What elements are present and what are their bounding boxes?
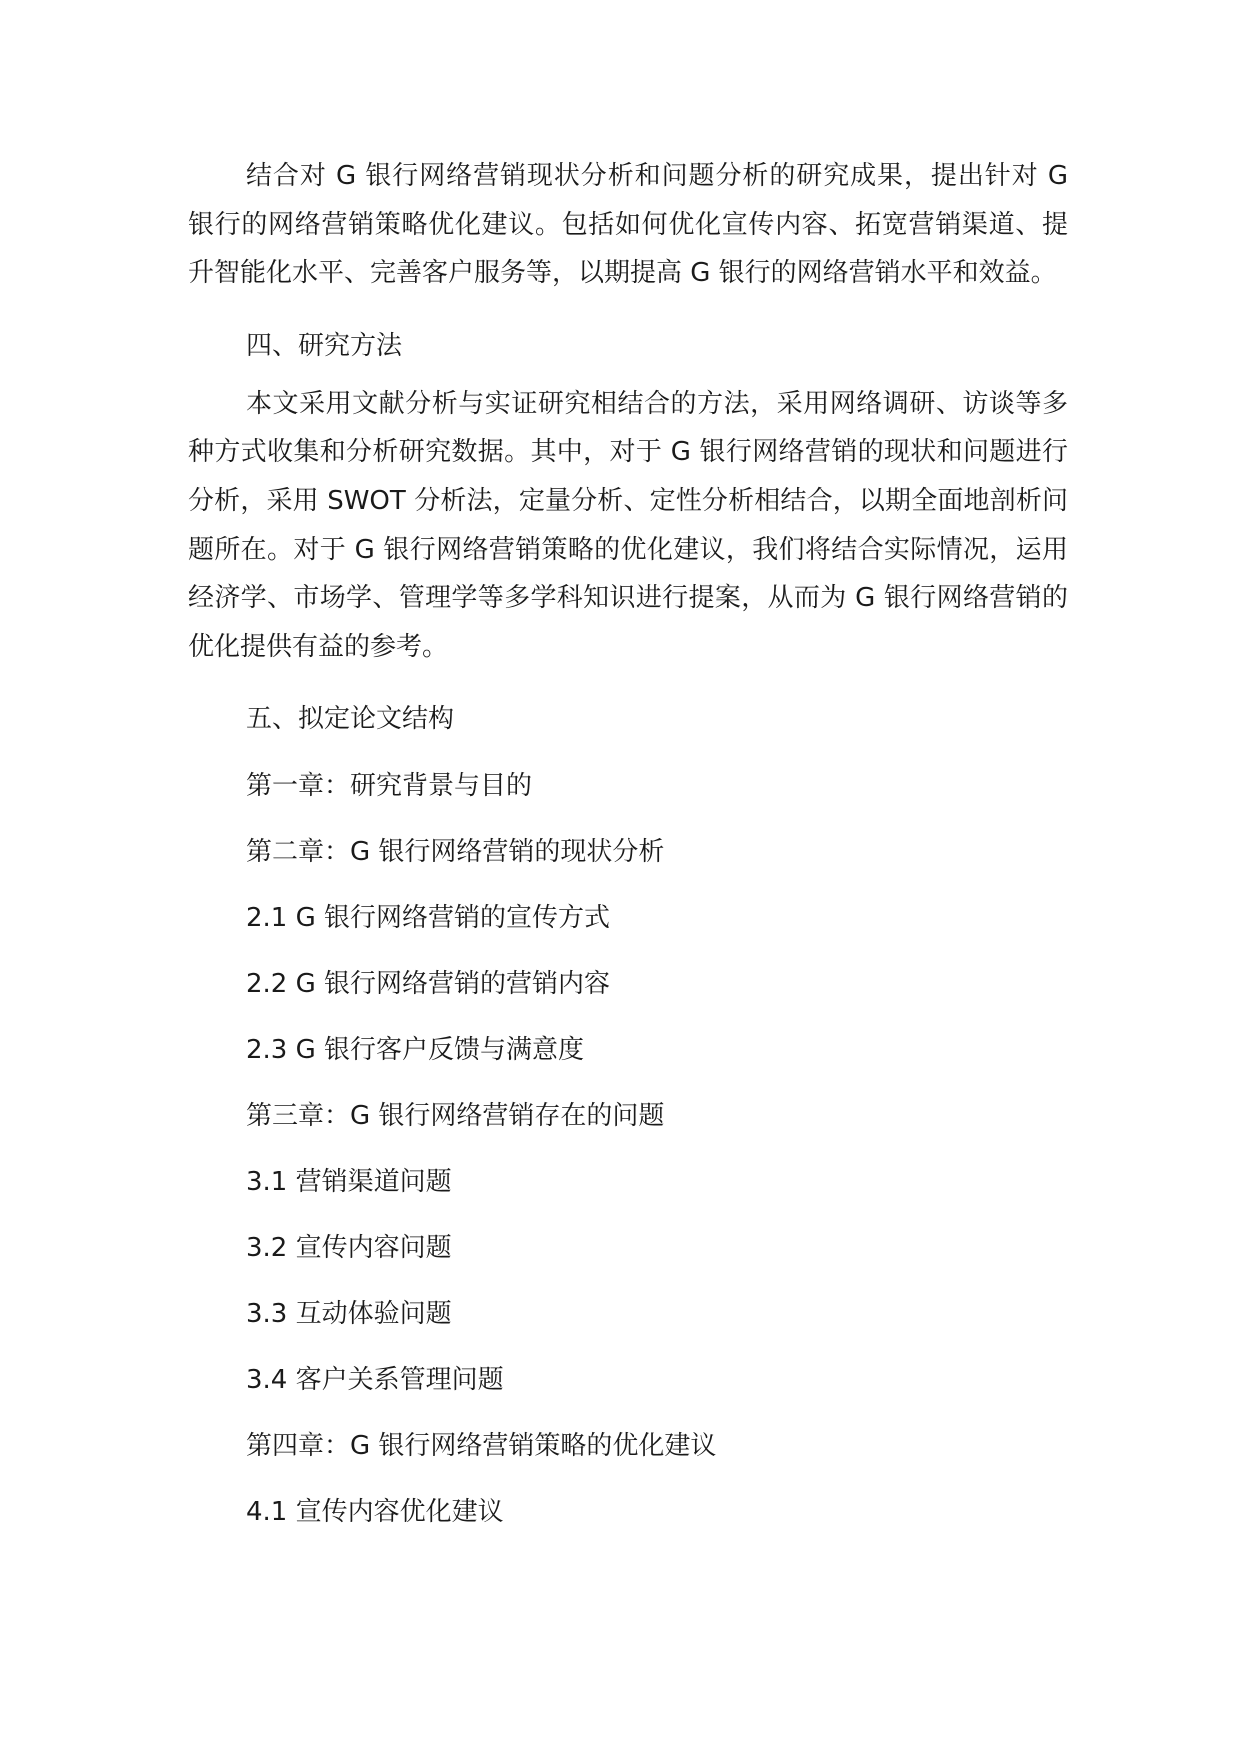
paragraph-research-method: 本文采用文献分析与实证研究相结合的方法，采用网络调研、访谈等多种方式收集和分析研究数据。其中，对于 G 银行网络营销的现状和问题进行分析，采用 SWOT 分析法，定量分析、定性分析相结合，以期全面地剖析问题所在。对于 G 银行网络营销策略的优化建议，我们将结合实际情况，运用经济学、市场学、管理学等多学科知识进行提案，从而为 G 银行网络营销的优化提供有益的参考。	[188, 388, 1068, 662]
section-heading-research-method: 四、研究方法	[246, 330, 403, 361]
outline-item-2-1: 2.1 G 银行网络营销的宣传方式	[246, 903, 611, 934]
outline-item-3-1: 3.1 营销渠道问题	[246, 1167, 452, 1198]
outline-item-2-2: 2.2 G 银行网络营销的营销内容	[246, 969, 611, 1000]
outline-chapter-4: 第四章：G 银行网络营销策略的优化建议	[246, 1431, 717, 1462]
section-heading-thesis-structure: 五、拟定论文结构	[246, 704, 455, 735]
outline-item-3-2: 3.2 宣传内容问题	[246, 1233, 452, 1264]
outline-item-3-3: 3.3 互动体验问题	[246, 1299, 452, 1330]
outline-item-3-4: 3.4 客户关系管理问题	[246, 1365, 504, 1396]
document-body	[188, 152, 1068, 1545]
outline-item-4-1: 4.1 宣传内容优化建议	[246, 1497, 504, 1528]
outline-chapter-2: 第二章：G 银行网络营销的现状分析	[246, 837, 665, 868]
outline-chapter-1: 第一章：研究背景与目的	[246, 771, 533, 802]
paragraph-research-outcome: 结合对 G 银行网络营销现状分析和问题分析的研究成果，提出针对 G 银行的网络营销策略优化建议。包括如何优化宣传内容、拓宽营销渠道、提升智能化水平、完善客户服务等，以期提高 G 银行的网络营销水平和效益。	[188, 161, 1068, 289]
outline-chapter-3: 第三章：G 银行网络营销存在的问题	[246, 1101, 665, 1132]
thesis-outline	[188, 753, 1068, 1545]
outline-item-2-3: 2.3 G 银行客户反馈与满意度	[246, 1035, 585, 1066]
